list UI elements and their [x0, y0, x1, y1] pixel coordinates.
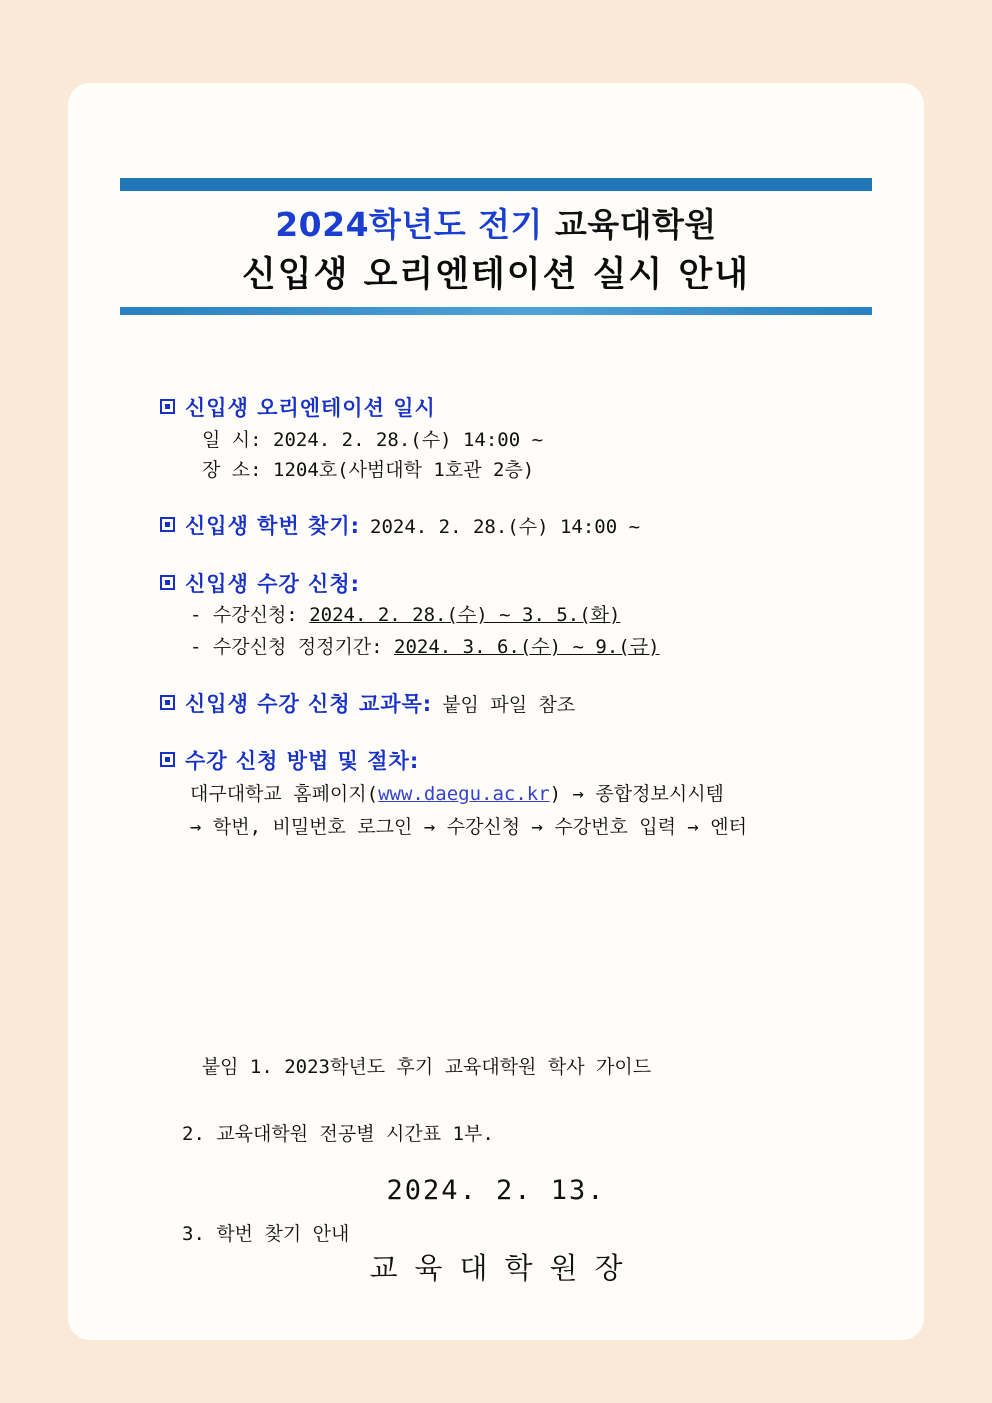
section-heading	[160, 393, 900, 425]
title-school: 교육대학원	[554, 205, 717, 244]
title-year-term: 2024학년도 전기	[275, 205, 555, 244]
section-heading	[160, 689, 900, 721]
section-line: 장 소: 1204호(사범대학 1호관 2층)	[202, 458, 535, 481]
correction-period-label: - 수강신청 정정기간:	[190, 635, 395, 658]
section-registration-method	[160, 746, 900, 844]
attachment-item: 2. 교육대학원 전공별 시간표 1부.	[182, 1122, 494, 1145]
section-find-student-id	[160, 511, 900, 543]
correction-period-value: 2024. 3. 6.(수) ~ 9.(금)	[394, 635, 660, 658]
square-bullet-icon	[160, 752, 175, 767]
method-line-2: → 학번, 비밀번호 로그인 → 수강신청 → 수강번호 입력 → 엔터	[190, 816, 748, 839]
section-heading-label: 신입생 학번 찾기:	[185, 514, 361, 539]
section-heading-label: 신입생 수강 신청 교과목:	[185, 691, 433, 716]
section-heading-label: 신입생 수강 신청:	[185, 571, 361, 596]
section-heading	[160, 511, 900, 543]
registration-period-label: - 수강신청:	[190, 604, 310, 627]
section-heading-label: 수강 신청 방법 및 절차:	[185, 749, 420, 774]
method-line-1	[190, 778, 900, 811]
section-orientation-datetime	[160, 393, 900, 485]
section-course-registration	[160, 569, 900, 663]
title-lines	[120, 191, 872, 305]
section-course-list	[160, 689, 900, 721]
signer-title: 교육대학원장	[369, 1251, 640, 1285]
section-heading	[160, 746, 900, 778]
title-block	[120, 178, 872, 315]
square-bullet-icon	[160, 399, 175, 414]
square-bullet-icon	[160, 575, 175, 590]
page-title-line2: 신입생 오리엔테이션 실시 안내	[241, 254, 751, 295]
attachment-item: 3. 학번 찾기 안내	[182, 1222, 350, 1245]
section-heading-value: 2024. 2. 28.(수) 14:00 ~	[370, 516, 641, 539]
section-heading	[160, 569, 900, 601]
method-suffix: ) → 종합정보시시템	[549, 782, 724, 805]
university-homepage-link[interactable]: www.daegu.ac.kr	[378, 782, 550, 805]
notice-body	[160, 393, 900, 870]
square-bullet-icon	[160, 695, 175, 710]
title-top-rule	[120, 178, 872, 191]
section-line: 일 시: 2024. 2. 28.(수) 14:00 ~	[202, 428, 544, 451]
section-heading-label: 신입생 오리엔테이션 일시	[185, 396, 436, 420]
section-line	[190, 632, 900, 663]
method-prefix: 대구대학교 홈페이지(	[190, 782, 379, 805]
section-heading-value: 붙임 파일 참조	[442, 693, 576, 716]
issue-date: 2024. 2. 13.	[386, 1175, 606, 1206]
attachments-first-line: 붙임 1. 2023학년도 후기 교육대학원 학사 가이드	[201, 1056, 652, 1079]
square-bullet-icon	[160, 517, 175, 532]
section-line	[190, 600, 900, 631]
page-title-line1	[120, 203, 872, 248]
title-bottom-rule	[120, 307, 872, 315]
notice-page	[68, 83, 924, 1340]
registration-period-value: 2024. 2. 28.(수) ~ 3. 5.(화)	[309, 604, 621, 627]
